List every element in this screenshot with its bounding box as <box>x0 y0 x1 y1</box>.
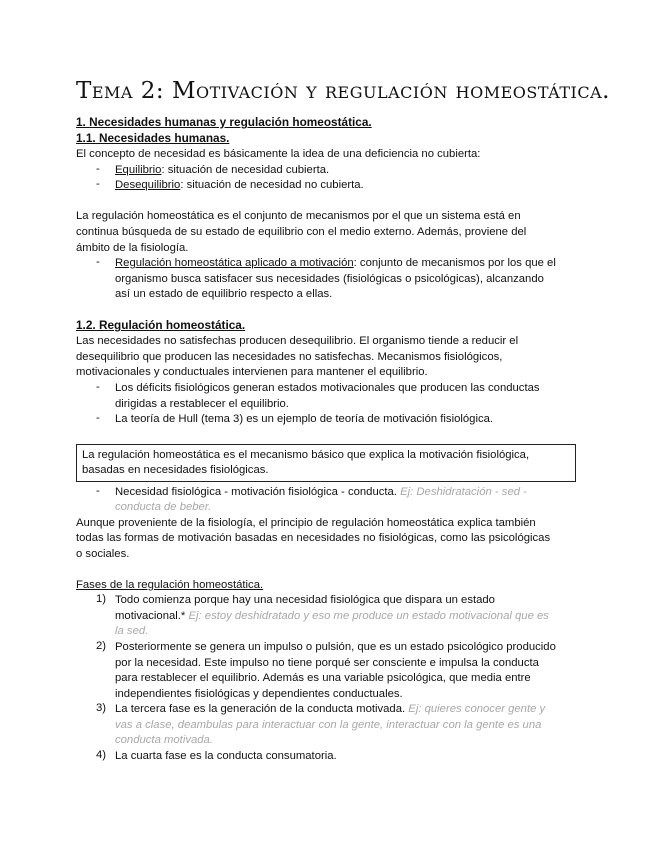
paragraph-line: todas las formas de motivación basadas en necesidades no fisiológicas, como las psicológicas <box>76 532 551 544</box>
bullet-chain: Necesidad fisiológica - motivación fisiológica - conducta. Ej: Deshidratación - sed - <box>115 486 527 498</box>
phase-2-line: para restablecer el equilibrio. Además es una variable psicológica, que media entre <box>115 672 531 684</box>
bullet-regulacion-cont: así un estado de equilibrio respecto a ellas. <box>115 288 333 300</box>
bullet-regulacion: Regulación homeostática aplicado a motivación: conjunto de mecanismos por los que el <box>115 257 556 269</box>
paragraph-line: motivacionales y conductuales intervienen para mantener el equilibrio. <box>76 366 428 378</box>
section-heading-1: 1. Necesidades humanas y regulación homeostática. <box>76 115 372 129</box>
bullet-dash: - <box>96 178 100 190</box>
paragraph-line: ámbito de la fisiología. <box>76 242 189 254</box>
box-line: La regulación homeostática es el mecanismo básico que explica la motivación fisiológica, <box>82 449 530 461</box>
subsection-heading-1-1: 1.1. Necesidades humanas. <box>76 131 230 145</box>
phase-2-line: independientes fisiológicas y dependientes conductuales. <box>115 688 403 700</box>
bullet-deficits: Los déficits fisiológicos generan estados motivacionales que producen las conductas <box>115 382 540 394</box>
phase-1-example: la sed. <box>115 625 149 637</box>
page-title: Tema 2: Motivación y regulación homeostática. <box>76 78 610 104</box>
bullet-dash: - <box>96 485 100 497</box>
bullet-dash: - <box>96 256 100 268</box>
bullet-desequilibrio: Desequilibrio: situación de necesidad no cubierta. <box>115 179 364 191</box>
phase-3-line: La tercera fase es la generación de la conducta motivada. Ej: quieres conocer gente y <box>115 703 546 715</box>
bullet-dash: - <box>96 412 100 424</box>
phase-2-line: Posteriormente se genera un impulso o pulsión, que es un estado psicológico producido <box>115 641 556 653</box>
bullet-dash: - <box>96 163 100 175</box>
bullet-deficits-cont: dirigidas a restablecer el equilibrio. <box>115 398 289 410</box>
list-number: 2) <box>96 640 107 652</box>
bullet-chain-example: conducta de beber. <box>115 501 212 513</box>
phase-2-line: por la necesidad. Este impulso no tiene porqué ser consciente e impulsa la conducta <box>115 657 539 669</box>
bullet-equilibrio: Equilibrio: situación de necesidad cubierta. <box>115 164 330 176</box>
list-number: 4) <box>96 749 107 761</box>
phase-1-line: motivacional.* Ej: estoy deshidratado y eso me produce un estado motivacional que es <box>115 610 549 622</box>
phases-heading: Fases de la regulación homeostática. <box>76 579 264 591</box>
phase-4-line: La cuarta fase es la conducta consumatoria. <box>115 750 337 762</box>
bullet-dash: - <box>96 381 100 393</box>
paragraph-line: o sociales. <box>76 548 130 560</box>
phase-1-line: Todo comienza porque hay una necesidad fisiológica que dispara un estado <box>115 594 495 606</box>
subsection-heading-1-2: 1.2. Regulación homeostática. <box>76 318 246 332</box>
bullet-regulacion-cont: organismo busca satisfacer sus necesidades (fisiológicas o psicológicas), alcanzando <box>115 273 544 285</box>
paragraph-line: desequilibrio que producen las necesidades no satisfechas. Mecanismos fisiológicos, <box>76 351 503 363</box>
bullet-hull: La teoría de Hull (tema 3) es un ejemplo de teoría de motivación fisiológica. <box>115 413 494 425</box>
box-line: basadas en necesidades fisiológicas. <box>82 464 269 476</box>
paragraph-line: Las necesidades no satisfechas producen desequilibrio. El organismo tiende a reducir el <box>76 335 519 347</box>
intro-text: El concepto de necesidad es básicamente la idea de una deficiencia no cubierta: <box>76 148 481 160</box>
phase-3-example: conducta motivada. <box>115 734 213 746</box>
paragraph-line: continua búsqueda de su estado de equilibrio con el medio externo. Además, proviene del <box>76 226 527 238</box>
list-number: 3) <box>96 702 107 714</box>
paragraph-line: Aunque proveniente de la fisiología, el principio de regulación homeostática explica también <box>76 517 536 529</box>
phase-3-example: vas a clase, deambulas para interactuar con la gente, interactuar con la gente es una <box>115 719 542 731</box>
paragraph-line: La regulación homeostática es el conjunto de mecanismos por el que un sistema está en <box>76 210 521 222</box>
list-number: 1) <box>96 593 107 605</box>
